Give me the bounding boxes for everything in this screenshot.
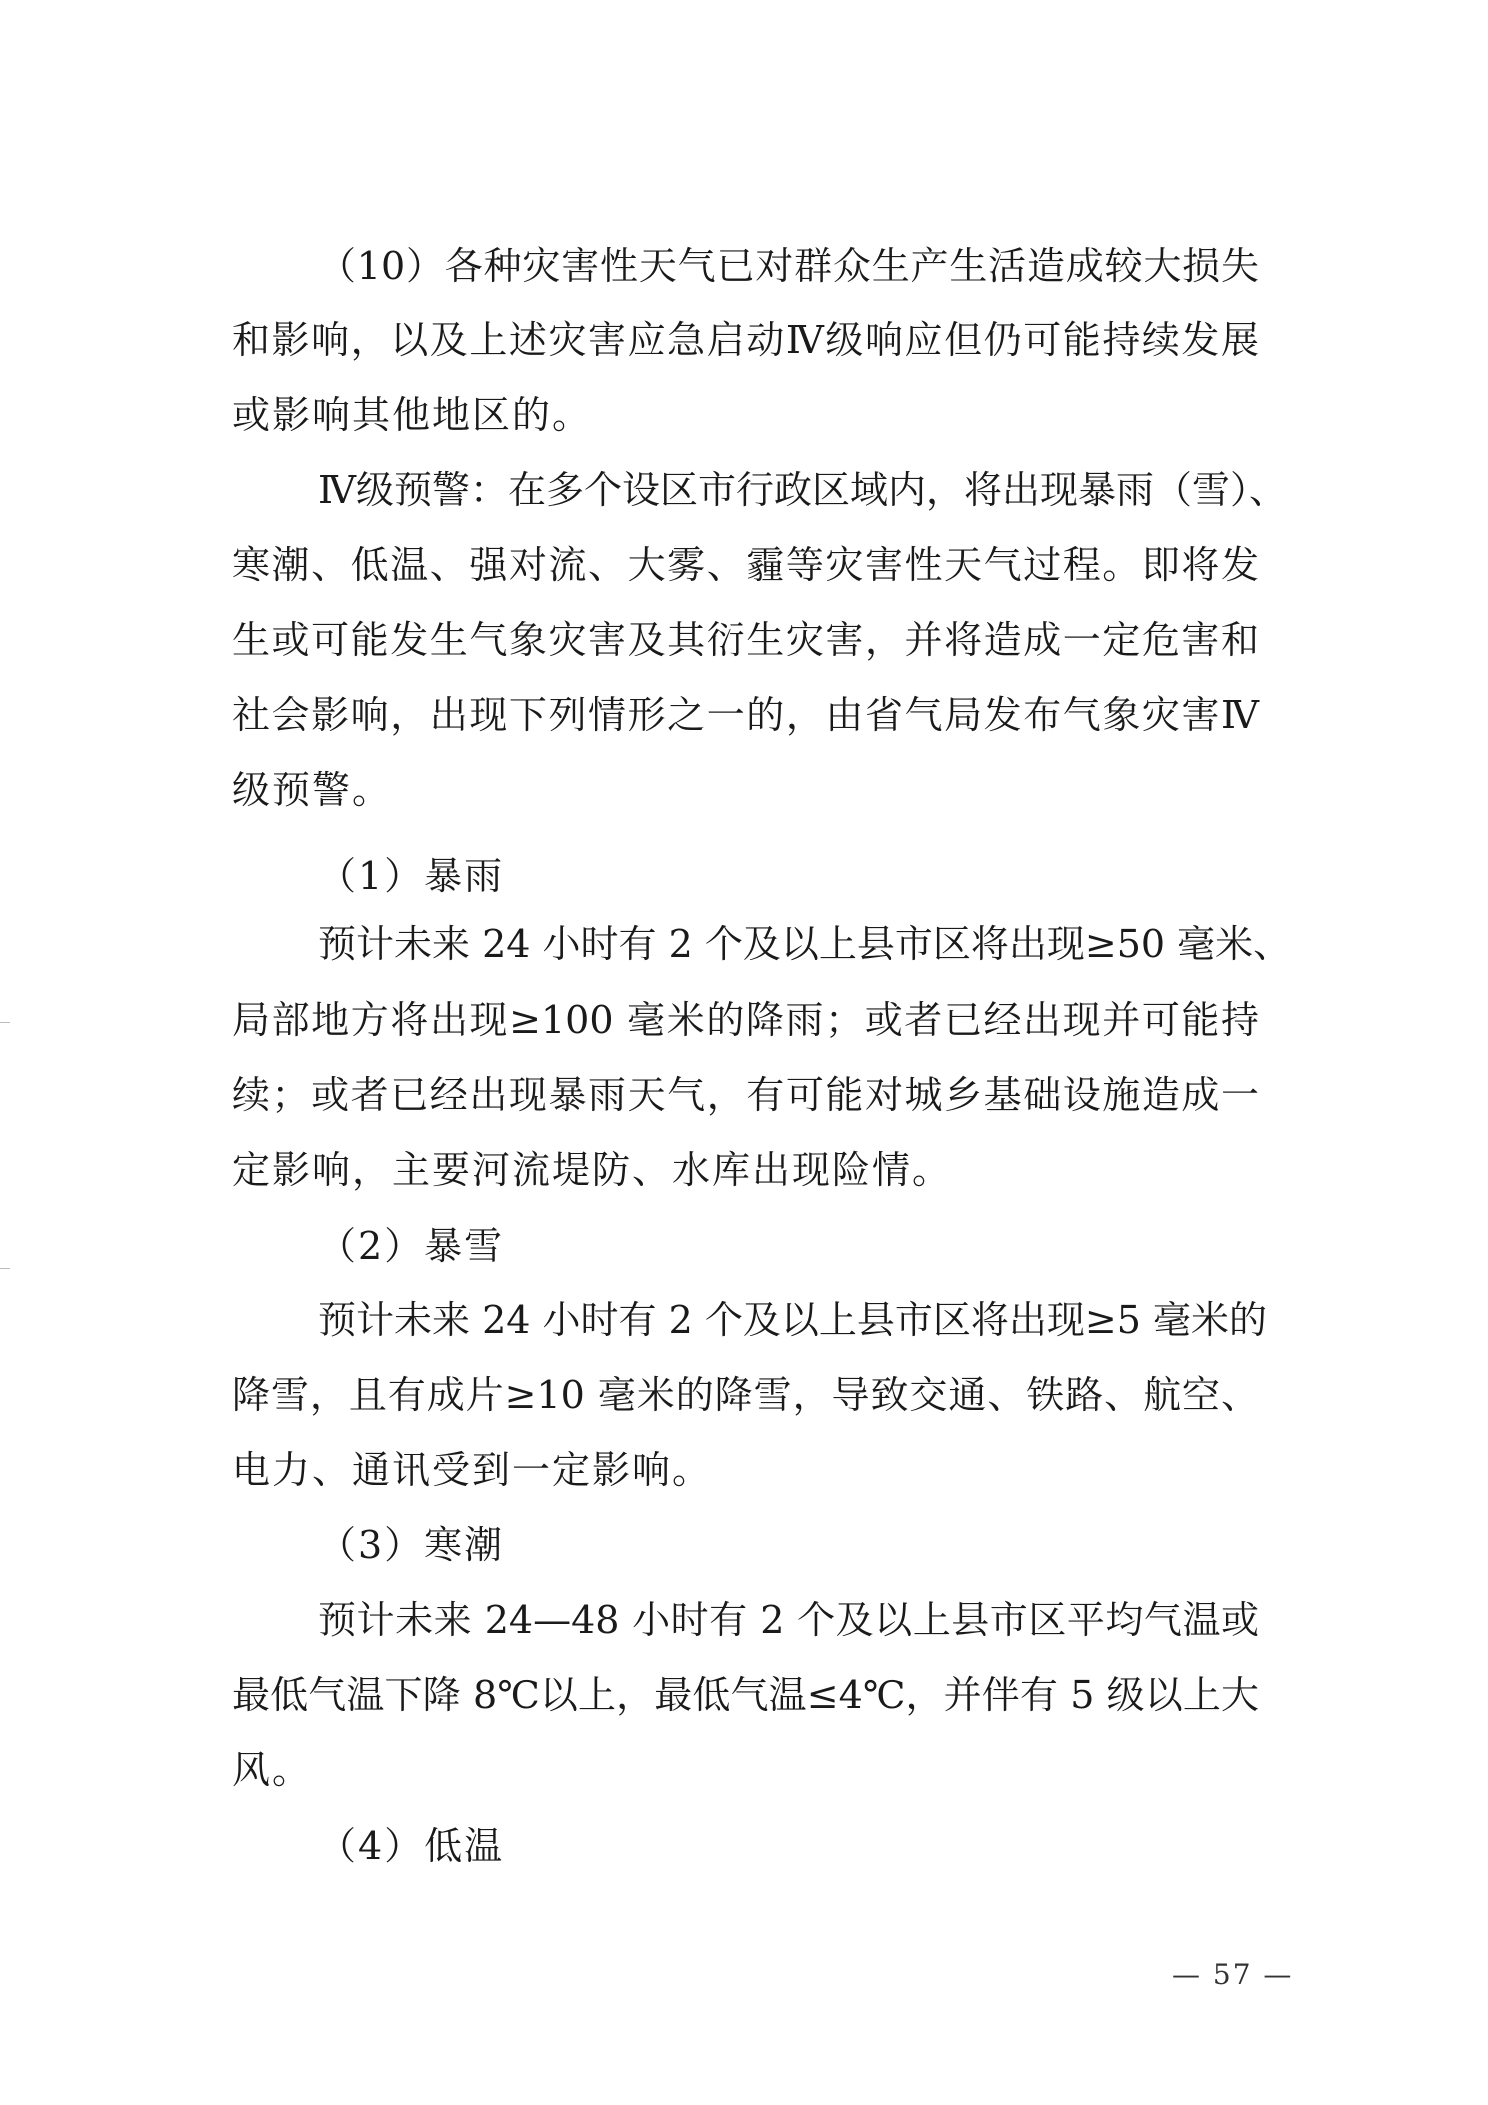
text-line: 最低气温下降 8℃以上，最低气温≤4℃，并伴有 5 级以上大 [232, 1673, 1259, 1717]
text-line: 级预警。 [232, 768, 393, 812]
section-heading: （1）暴雨 [318, 854, 505, 898]
text-line: 风。 [232, 1748, 313, 1792]
text-line: 预计未来 24 小时有 2 个及以上县市区将出现≥5 毫米的 [318, 1298, 1267, 1342]
text-line: 寒潮、低温、强对流、大雾、霾等灾害性天气过程。即将发 [232, 543, 1259, 587]
text-line: 定影响，主要河流堤防、水库出现险情。 [232, 1148, 953, 1192]
scan-edge-mark [0, 1022, 10, 1023]
text-line: （10）各种灾害性天气已对群众生产生活造成较大损失 [318, 244, 1259, 288]
text-line: 续；或者已经出现暴雨天气，有可能对城乡基础设施造成一 [232, 1073, 1259, 1117]
text-line: 社会影响，出现下列情形之一的，由省气局发布气象灾害Ⅳ [232, 693, 1259, 737]
section-heading: （4）低温 [318, 1824, 505, 1868]
text-line: 和影响，以及上述灾害应急启动Ⅳ级响应但仍可能持续发展 [232, 318, 1259, 362]
text-line: 预计未来 24—48 小时有 2 个及以上县市区平均气温或 [318, 1598, 1259, 1642]
text-line: 生或可能发生气象灾害及其衍生灾害，并将造成一定危害和 [232, 618, 1259, 662]
section-heading: （3）寒潮 [318, 1523, 505, 1567]
page-number: — 57 — [1172, 1958, 1294, 1991]
scan-edge-mark [0, 1268, 10, 1269]
section-heading: （2）暴雪 [318, 1224, 505, 1268]
text-line: 预计未来 24 小时有 2 个及以上县市区将出现≥50 毫米、 [318, 922, 1292, 966]
text-line: 电力、通讯受到一定影响。 [232, 1448, 713, 1492]
text-line: Ⅳ级预警：在多个设区市行政区域内，将出现暴雨（雪）、 [318, 468, 1287, 512]
text-line: 或影响其他地区的。 [232, 393, 593, 437]
text-line: 局部地方将出现≥100 毫米的降雨；或者已经出现并可能持 [232, 998, 1259, 1042]
text-line: 降雪，且有成片≥10 毫米的降雪，导致交通、铁路、航空、 [232, 1373, 1259, 1417]
